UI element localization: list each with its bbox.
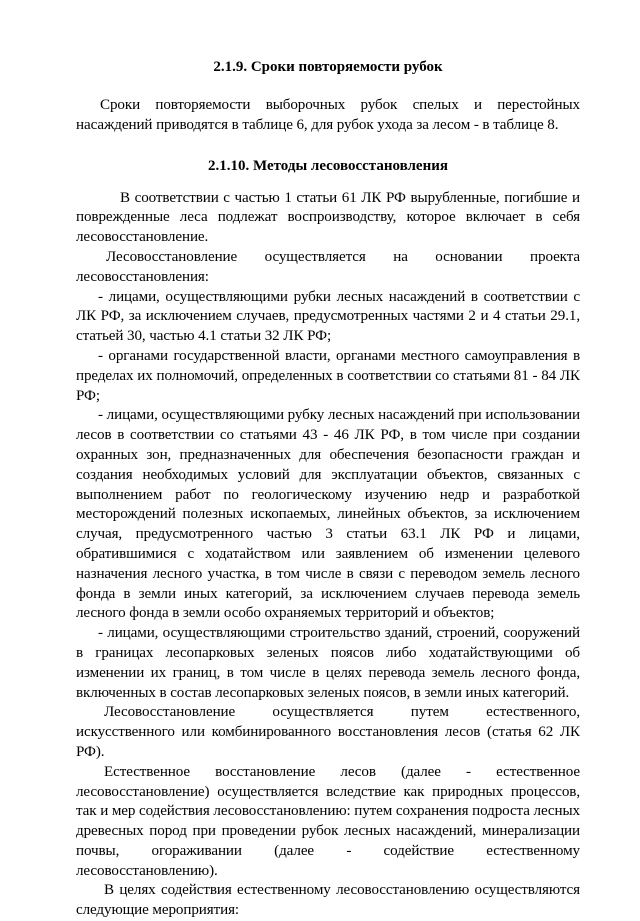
section-heading-reforestation-methods: 2.1.10. Методы лесовосстановления [208,157,448,174]
section-heading-repeat-periods: 2.1.9. Сроки повторяемости рубок [213,59,443,75]
list-item: - органами государственной власти, органами местного самоуправления в пределах их полномочий, определенных в соответствии со статьями 81 - 84 ЛК РФ; [76,347,580,404]
paragraph: Естественное восстановление лесов (далее - естественное лесовосстановление) осуществляется вследствие как природных процессов, так и мер содействия лесовосстановлению: путем сохранения подроста лесных древесных пород при проведении рубок лесных насаждений, минерализации почвы, огораживании (далее - содействие естественному лесовосстановлению). [76,763,580,879]
document-page [76,58,580,921]
paragraph: Лесовосстановление осуществляется путем естественного, искусственного или комбинированного восстановления лесов (статья 62 ЛК РФ). [76,704,580,760]
list-item: - лицами, осуществляющими строительство зданий, строений, сооружений в границах лесопарковых зеленых поясов либо ходатайствующими об изменении их границ, в том числе в целях перевода земель лесного фонда, включенных в состав лесопарковых зеленых поясов, в земли иных категорий. [76,625,580,701]
paragraph: В соответствии с частью 1 статьи 61 ЛК РФ вырубленные, погибшие и поврежденные леса подлежат воспроизводству, которое включает в себя лесовосстановление. [76,189,580,246]
paragraph-repeat-periods: Сроки повторяемости выборочных рубок спелых и перестойных насаждений приводятся в таблице 6, для рубок ухода за лесом - в таблице 8. [76,97,580,133]
paragraph: В целях содействия естественному лесовосстановлению осуществляются следующие мероприятия: [76,882,580,919]
list-item: - лицами, осуществляющими рубки лесных насаждений в соответствии с ЛК РФ, за исключением случаев, предусмотренных частями 2 и 4 статьи 29.1, статьей 30, частью 4.1 статьи 32 ЛК РФ; [76,288,580,345]
paragraph: Лесовосстановление осуществляется на основании проекта лесовосстановления: [76,248,580,285]
list-item: - лицами, осуществляющими рубку лесных насаждений при использовании лесов в соответствии со статьями 43 - 46 ЛК РФ, в том числе при создании охранных зон, предназначенных для обеспечения безопасности граждан и создания необходимых условий для эксплуатации объектов, связанных с выполнением работ по геологическому изучению недр и разработкой месторождений полезных ископаемых, линейных объектов, за исключением случая, предусмотренного частью 3 статьи 63.1 ЛК РФ и лицами, обратившимися с ходатайством или заявлением об изменении целевого назначения лесного участка, в том числе в связи с переводом земель лесного фонда в земли иных категорий, за исключением случаев перевода земель лесного фонда в земли особо охраняемых территорий и объектов; [76,407,580,622]
